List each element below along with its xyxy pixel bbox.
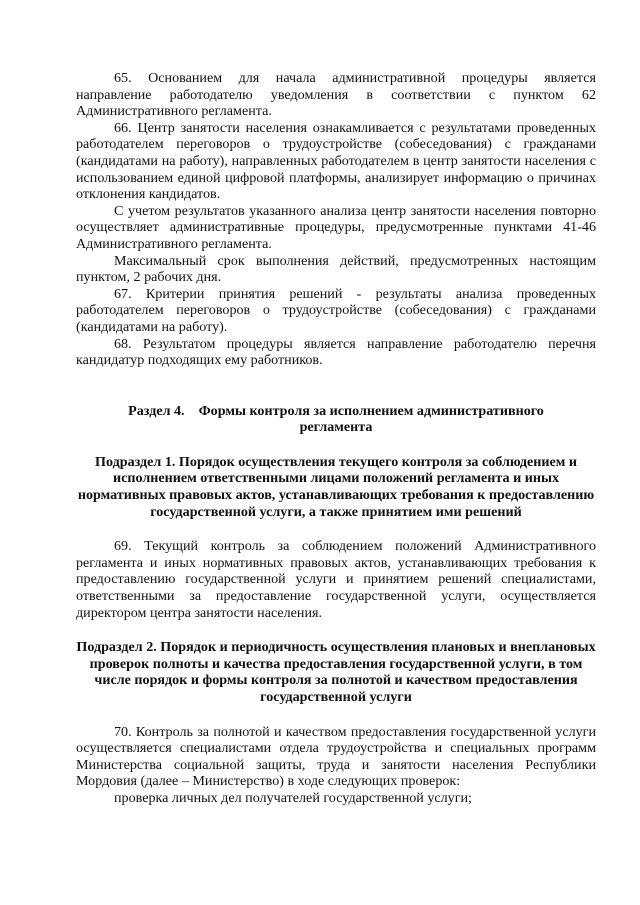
paragraph-66-deadline: Максимальный срок выполнения действий, предусмотренных настоящим пунктом, 2 рабочих дня. — [76, 252, 596, 286]
spacer — [76, 436, 596, 454]
paragraph-65: 65. Основанием для начала административной процедуры является направление работодателю уведомления в соответствии с пунктом 62 Административного регламента. — [76, 70, 596, 120]
section-4-title: Формы контроля за исполнением административного регламента — [198, 402, 544, 436]
paragraph-68: 68. Результатом процедуры является направление работодателю перечня кандидатур подходящих ему работников. — [76, 335, 596, 369]
subsection-2-heading: Подраздел 2. Порядок и периодичность осуществления плановых и внеплановых проверок полноты и качества предоставления государственной услуги, в том числе порядок и формы контроля за полнотой и качеством предоставления государственной услуги — [76, 639, 596, 705]
spacer — [76, 520, 596, 538]
paragraph-67: 67. Критерии принятия решений - результаты анализа проведенных работодателем переговоров о трудоустройстве (собеседования) с гражданами (кандидатами на работу). — [76, 285, 596, 335]
section-4-number: Раздел 4. — [128, 402, 185, 419]
spacer — [76, 706, 596, 724]
spacer — [76, 369, 596, 403]
paragraph-70-item: проверка личных дел получателей государственной услуги; — [114, 789, 472, 806]
subsection-1-heading: Подраздел 1. Порядок осуществления текущего контроля за соблюдением и исполнением ответственными лицами положений регламента и иных нормативных правовых актов, устанавливающих требования к предоставлению государственной услуги, а также принятием ими решений — [77, 453, 595, 520]
paragraph-66: 66. Центр занятости населения ознакамливается с результатами проведенных работодателем переговоров о трудоустройстве (собеседования) с гражданами (кандидатами на работу), направленных работодателем в центр занятости населения с использованием единой цифровой платформы, анализирует информацию о причинах отклонения кандидатов. — [76, 119, 596, 203]
paragraph-66-cont: С учетом результатов указанного анализа центр занятости населения повторно осуществляет административные процедуры, предусмотренные пунктами 41-46 Административного регламента. — [76, 202, 596, 252]
spacer — [76, 621, 596, 639]
section-4-heading — [76, 403, 596, 436]
document-page — [76, 70, 596, 807]
paragraph-69: 69. Текущий контроль за соблюдением положений Административного регламента и иных нормативных правовых актов, устанавливающих требования к предоставлению государственной услуги и принятием решений специалистами, ответственными за предоставление государственной услуги, осуществляется директором центра занятости населения. — [76, 538, 596, 621]
paragraph-70: 70. Контроль за полнотой и качеством предоставления государственной услуги осуществляется специалистами отдела трудоустройства и специальных программ Министерства социальной защиты, труда и занятости населения Республики Мордовия (далее – Министерство) в ходе следующих проверок: — [76, 723, 596, 790]
